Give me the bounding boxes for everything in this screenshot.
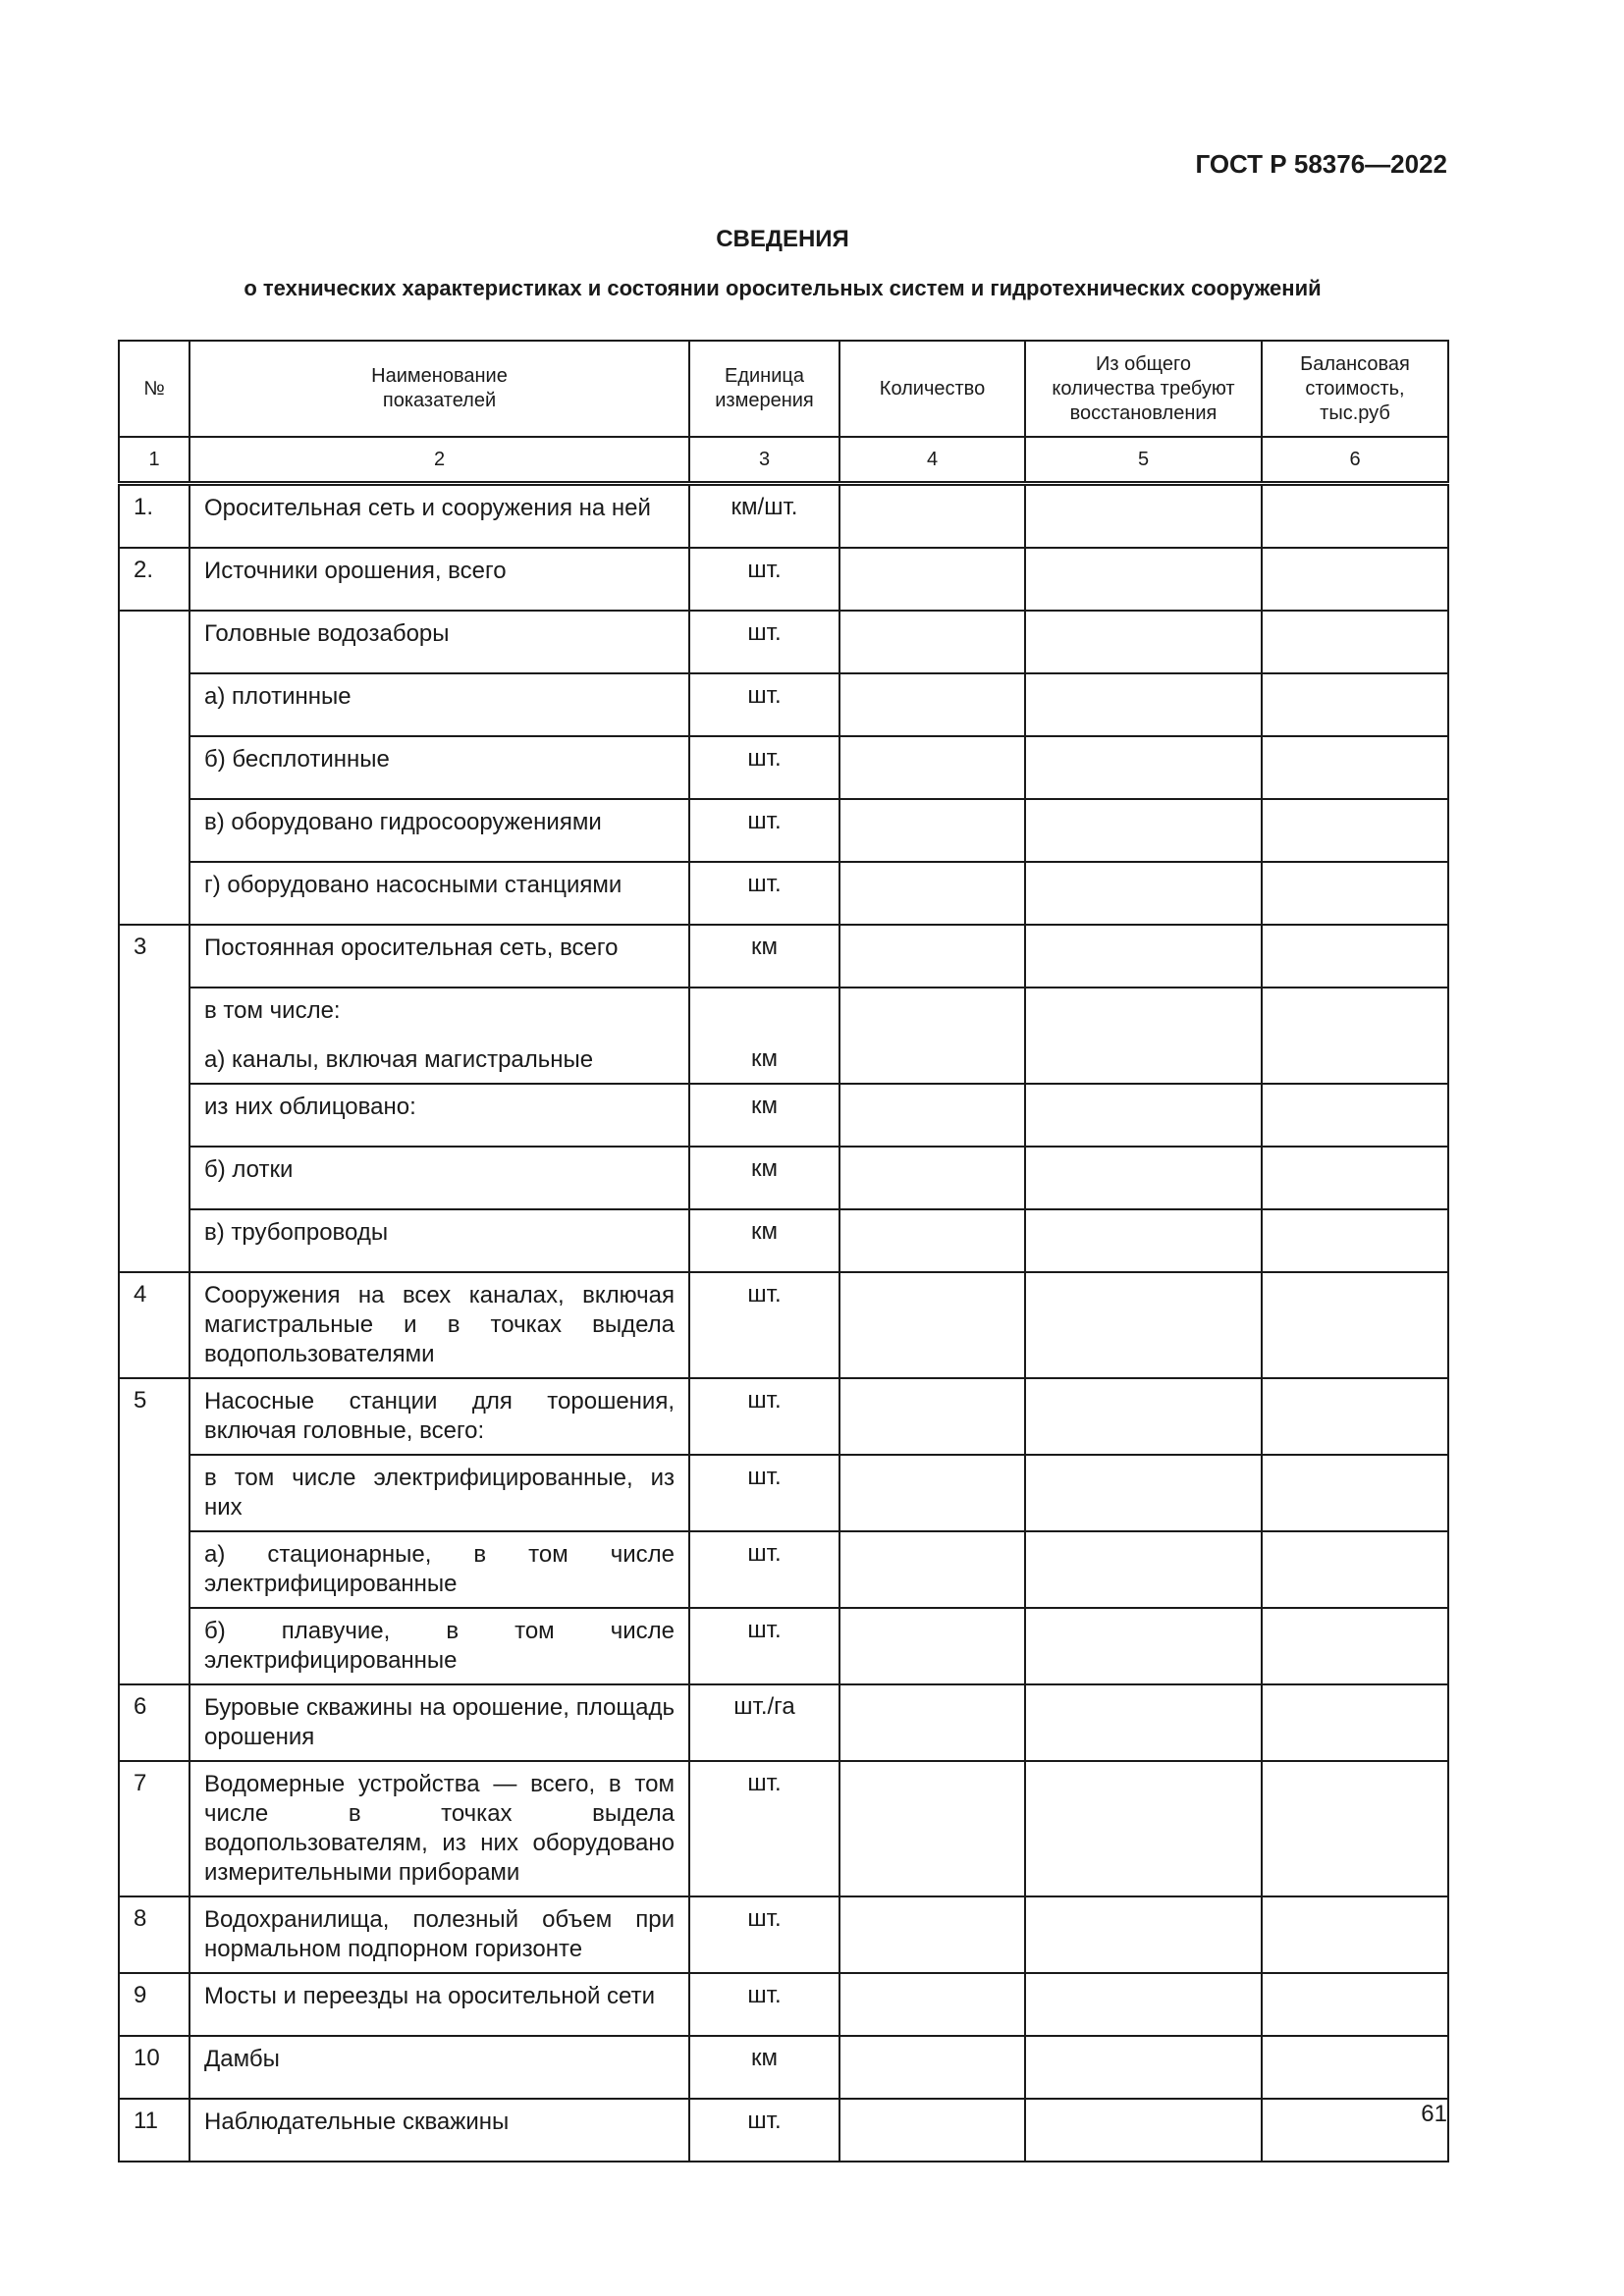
column-number: 4 bbox=[839, 437, 1025, 484]
table-row bbox=[119, 1684, 1448, 1761]
column-number: 5 bbox=[1025, 437, 1262, 484]
table-row bbox=[119, 1455, 1448, 1531]
row-name: Источники орошения, всего bbox=[189, 548, 689, 611]
balance-cell bbox=[1262, 1147, 1448, 1209]
quantity-cell bbox=[839, 1896, 1025, 1973]
balance-cell bbox=[1262, 988, 1448, 1084]
quantity-cell bbox=[839, 1531, 1025, 1608]
document-subtitle: о технических характеристиках и состоянии оросительных систем и гидротехнических сооружений bbox=[244, 276, 1322, 300]
row-unit: км bbox=[689, 988, 839, 1084]
restore-cell bbox=[1025, 1761, 1262, 1896]
table-row bbox=[119, 1272, 1448, 1378]
restore-cell bbox=[1025, 1973, 1262, 2036]
row-unit: шт. bbox=[689, 1896, 839, 1973]
balance-cell bbox=[1262, 1608, 1448, 1684]
document-title: СВЕДЕНИЯ bbox=[716, 226, 849, 252]
table-row bbox=[119, 1531, 1448, 1608]
balance-cell bbox=[1262, 611, 1448, 673]
table-row bbox=[119, 673, 1448, 736]
row-unit: шт. bbox=[689, 2099, 839, 2162]
row-name: Головные водозаборы bbox=[189, 611, 689, 673]
quantity-cell bbox=[839, 1455, 1025, 1531]
standard-code: ГОСТ Р 58376—2022 bbox=[1195, 149, 1447, 179]
quantity-cell bbox=[839, 2099, 1025, 2162]
quantity-cell bbox=[839, 1147, 1025, 1209]
table-row bbox=[119, 1209, 1448, 1272]
row-unit: шт. bbox=[689, 1761, 839, 1896]
row-name: Оросительная сеть и сооружения на ней bbox=[189, 484, 689, 549]
quantity-cell bbox=[839, 484, 1025, 549]
header-quantity: Количество bbox=[839, 341, 1025, 437]
row-unit: шт. bbox=[689, 1455, 839, 1531]
restore-cell bbox=[1025, 1147, 1262, 1209]
balance-cell bbox=[1262, 1455, 1448, 1531]
row-unit: шт./га bbox=[689, 1684, 839, 1761]
restore-cell bbox=[1025, 673, 1262, 736]
balance-cell bbox=[1262, 1378, 1448, 1455]
column-number: 6 bbox=[1262, 437, 1448, 484]
row-name: Постоянная оросительная сеть, всего bbox=[189, 925, 689, 988]
table-row bbox=[119, 2036, 1448, 2099]
restore-cell bbox=[1025, 1209, 1262, 1272]
quantity-cell bbox=[839, 1973, 1025, 2036]
restore-cell bbox=[1025, 736, 1262, 799]
header-num: № bbox=[119, 341, 189, 437]
header-restore: Из общего количества требуют восстановления bbox=[1025, 341, 1262, 437]
row-number: 10 bbox=[119, 2036, 189, 2099]
row-name: б) бесплотинные bbox=[189, 736, 689, 799]
restore-cell bbox=[1025, 1531, 1262, 1608]
table-header-row bbox=[119, 341, 1448, 437]
characteristics-table bbox=[118, 340, 1449, 2163]
quantity-cell bbox=[839, 1209, 1025, 1272]
quantity-cell bbox=[839, 1084, 1025, 1147]
row-unit: шт. bbox=[689, 799, 839, 862]
quantity-cell bbox=[839, 988, 1025, 1084]
restore-cell bbox=[1025, 2099, 1262, 2162]
row-name: Сооружения на всех каналах, включая магистральные и в точках выдела водопользователями bbox=[189, 1272, 689, 1378]
row-name: б) плавучие, в том числе электрифицированные bbox=[189, 1608, 689, 1684]
row-unit: шт. bbox=[689, 1608, 839, 1684]
row-number: 1. bbox=[119, 484, 189, 549]
row-name: Водомерные устройства — всего, в том числе в точках выдела водопользователям, из них оборудовано измерительными приборами bbox=[189, 1761, 689, 1896]
row-name: в том числе: а) каналы, включая магистральные bbox=[189, 988, 689, 1084]
row-name: в) трубопроводы bbox=[189, 1209, 689, 1272]
row-name: г) оборудовано насосными станциями bbox=[189, 862, 689, 925]
table-row bbox=[119, 988, 1448, 1084]
table-row bbox=[119, 736, 1448, 799]
quantity-cell bbox=[839, 548, 1025, 611]
row-name: из них облицовано: bbox=[189, 1084, 689, 1147]
balance-cell bbox=[1262, 1272, 1448, 1378]
row-number bbox=[119, 611, 189, 925]
row-unit: км bbox=[689, 1209, 839, 1272]
row-name: б) лотки bbox=[189, 1147, 689, 1209]
row-unit: км bbox=[689, 2036, 839, 2099]
row-name: Насосные станции для торошения, включая головные, всего: bbox=[189, 1378, 689, 1455]
row-number: 9 bbox=[119, 1973, 189, 2036]
restore-cell bbox=[1025, 1378, 1262, 1455]
balance-cell bbox=[1262, 1209, 1448, 1272]
restore-cell bbox=[1025, 548, 1262, 611]
quantity-cell bbox=[839, 2036, 1025, 2099]
row-unit: шт. bbox=[689, 1531, 839, 1608]
restore-cell bbox=[1025, 1272, 1262, 1378]
restore-cell bbox=[1025, 925, 1262, 988]
column-number: 3 bbox=[689, 437, 839, 484]
header-balance: Балансовая стоимость, тыс.руб bbox=[1262, 341, 1448, 437]
quantity-cell bbox=[839, 611, 1025, 673]
row-name: Мосты и переезды на оросительной сети bbox=[189, 1973, 689, 2036]
quantity-cell bbox=[839, 1378, 1025, 1455]
quantity-cell bbox=[839, 925, 1025, 988]
quantity-cell bbox=[839, 862, 1025, 925]
table-row bbox=[119, 2099, 1448, 2162]
row-unit: шт. bbox=[689, 548, 839, 611]
table-row bbox=[119, 484, 1448, 549]
row-number: 3 bbox=[119, 925, 189, 1272]
quantity-cell bbox=[839, 1272, 1025, 1378]
balance-cell bbox=[1262, 1684, 1448, 1761]
table-row bbox=[119, 799, 1448, 862]
balance-cell bbox=[1262, 548, 1448, 611]
row-unit: км bbox=[689, 1147, 839, 1209]
row-unit: км/шт. bbox=[689, 484, 839, 549]
table-row bbox=[119, 925, 1448, 988]
row-unit: шт. bbox=[689, 611, 839, 673]
restore-cell bbox=[1025, 1455, 1262, 1531]
table-row bbox=[119, 548, 1448, 611]
table-row bbox=[119, 1378, 1448, 1455]
row-unit: шт. bbox=[689, 673, 839, 736]
row-unit: км bbox=[689, 1084, 839, 1147]
row-name: в) оборудовано гидросооружениями bbox=[189, 799, 689, 862]
row-name: Водохранилища, полезный объем при нормальном подпорном горизонте bbox=[189, 1896, 689, 1973]
column-number: 2 bbox=[189, 437, 689, 484]
table-row bbox=[119, 862, 1448, 925]
balance-cell bbox=[1262, 1531, 1448, 1608]
header-name: Наименование показателей bbox=[189, 341, 689, 437]
column-number: 1 bbox=[119, 437, 189, 484]
row-number: 4 bbox=[119, 1272, 189, 1378]
row-name: Наблюдательные скважины bbox=[189, 2099, 689, 2162]
row-number: 7 bbox=[119, 1761, 189, 1896]
row-unit: км bbox=[689, 925, 839, 988]
balance-cell bbox=[1262, 736, 1448, 799]
quantity-cell bbox=[839, 1608, 1025, 1684]
header-unit: Единица измерения bbox=[689, 341, 839, 437]
row-name: Буровые скважины на орошение, площадь орошения bbox=[189, 1684, 689, 1761]
balance-cell bbox=[1262, 484, 1448, 549]
restore-cell bbox=[1025, 1084, 1262, 1147]
balance-cell bbox=[1262, 862, 1448, 925]
row-number: 2. bbox=[119, 548, 189, 611]
restore-cell bbox=[1025, 1608, 1262, 1684]
row-number: 5 bbox=[119, 1378, 189, 1684]
restore-cell bbox=[1025, 2036, 1262, 2099]
quantity-cell bbox=[839, 736, 1025, 799]
table-row bbox=[119, 1084, 1448, 1147]
restore-cell bbox=[1025, 1684, 1262, 1761]
quantity-cell bbox=[839, 673, 1025, 736]
restore-cell bbox=[1025, 1896, 1262, 1973]
table-row bbox=[119, 1147, 1448, 1209]
row-name: Дамбы bbox=[189, 2036, 689, 2099]
restore-cell bbox=[1025, 799, 1262, 862]
row-unit: шт. bbox=[689, 1378, 839, 1455]
table-row bbox=[119, 1608, 1448, 1684]
quantity-cell bbox=[839, 1684, 1025, 1761]
balance-cell bbox=[1262, 1896, 1448, 1973]
table-row bbox=[119, 1973, 1448, 2036]
row-number: 6 bbox=[119, 1684, 189, 1761]
balance-cell bbox=[1262, 673, 1448, 736]
row-name: а) плотинные bbox=[189, 673, 689, 736]
quantity-cell bbox=[839, 799, 1025, 862]
restore-cell bbox=[1025, 862, 1262, 925]
row-number: 8 bbox=[119, 1896, 189, 1973]
page-number: 61 bbox=[1421, 2101, 1447, 2127]
table-row bbox=[119, 1896, 1448, 1973]
balance-cell bbox=[1262, 799, 1448, 862]
balance-cell bbox=[1262, 1973, 1448, 2036]
table-row bbox=[119, 1761, 1448, 1896]
restore-cell bbox=[1025, 988, 1262, 1084]
row-number: 11 bbox=[119, 2099, 189, 2162]
balance-cell bbox=[1262, 2036, 1448, 2099]
balance-cell bbox=[1262, 1761, 1448, 1896]
column-number-row bbox=[119, 437, 1448, 484]
balance-cell bbox=[1262, 1084, 1448, 1147]
restore-cell bbox=[1025, 611, 1262, 673]
row-unit: шт. bbox=[689, 1272, 839, 1378]
row-unit: шт. bbox=[689, 736, 839, 799]
row-unit: шт. bbox=[689, 862, 839, 925]
table-row bbox=[119, 611, 1448, 673]
quantity-cell bbox=[839, 1761, 1025, 1896]
balance-cell bbox=[1262, 925, 1448, 988]
restore-cell bbox=[1025, 484, 1262, 549]
row-unit: шт. bbox=[689, 1973, 839, 2036]
row-name: а) стационарные, в том числе электрифицированные bbox=[189, 1531, 689, 1608]
row-name: в том числе электрифицированные, из них bbox=[189, 1455, 689, 1531]
